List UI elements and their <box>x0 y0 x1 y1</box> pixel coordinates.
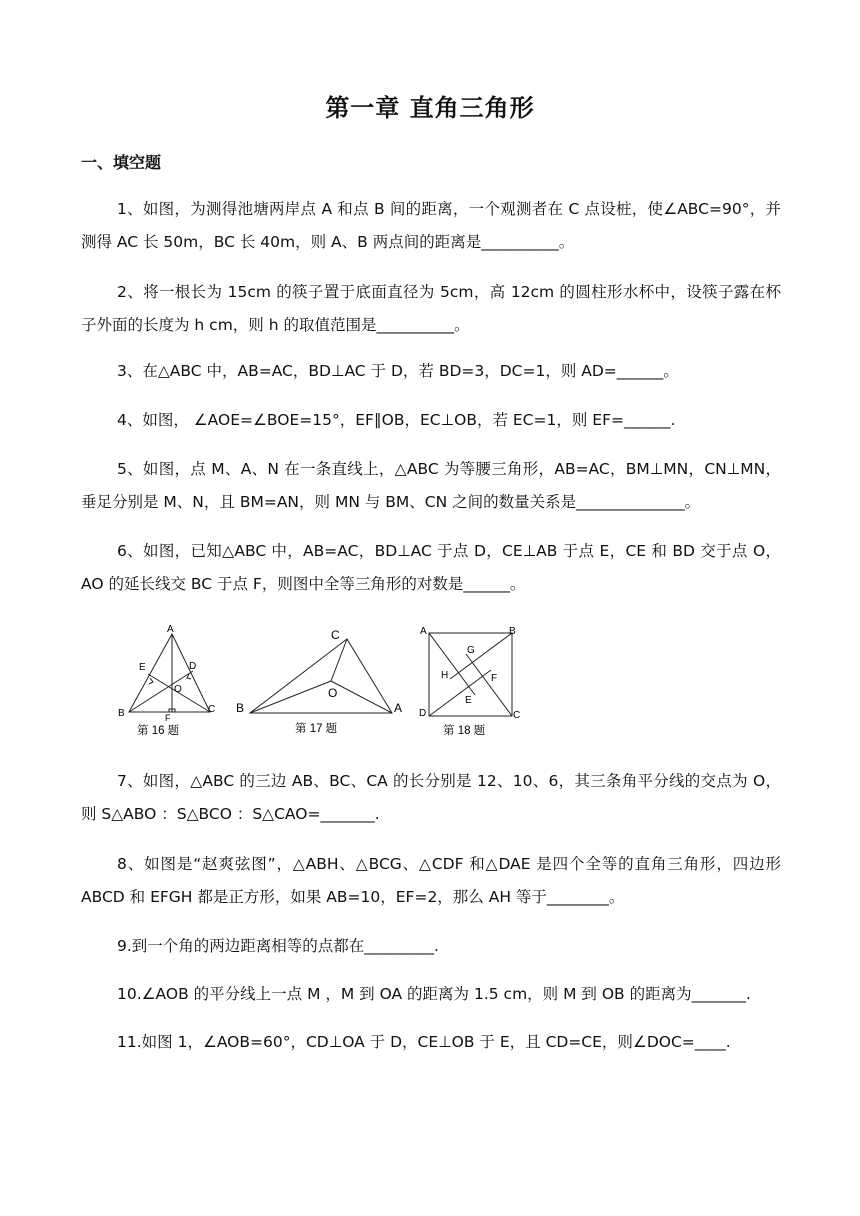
fig18-caption: 第 18 题 <box>443 725 486 737</box>
fig18-label-E: E <box>465 695 472 706</box>
figure-17 <box>230 622 410 742</box>
fig16-label-C: C <box>208 704 216 715</box>
fig18-label-D: D <box>419 708 427 719</box>
question-10: 10.∠AOB 的平分线上一点 M ，M 到 OA 的距离为 1.5 cm，则 M 到 OB 的距离为_______. <box>117 985 751 1003</box>
fig16-caption: 第 16 题 <box>137 725 180 737</box>
figure-16 <box>115 622 225 742</box>
fig17-label-B: B <box>236 701 245 715</box>
section-heading: 一、填空题 <box>81 153 162 172</box>
fig17-label-C: C <box>331 628 340 642</box>
figure-17-diagram <box>230 622 410 742</box>
fig16-label-F: F <box>165 713 171 723</box>
question-4: 4、如图， ∠AOE=∠BOE=15°，EF∥OB，EC⊥OB，若 EC=1，则 EF=______. <box>117 411 676 429</box>
fig18-label-F: F <box>491 673 498 684</box>
fig17-caption: 第 17 题 <box>295 723 338 735</box>
question-9: 9.到一个角的两边距离相等的点都在_________. <box>117 937 439 955</box>
question-3: 3、在△ABC 中，AB=AC，BD⊥AC 于 D，若 BD=3，DC=1，则 AD=______。 <box>117 362 679 380</box>
fig16-label-B: B <box>118 708 125 719</box>
question-8: 8、如图是“赵爽弦图”，△ABH、△BCG、△CDF 和△DAE 是四个全等的直角三角形，四边形 ABCD 和 EFGH 都是正方形，如果 AB=10，EF=2，那么 AH 等于________。 <box>81 855 781 906</box>
question-5: 5、如图，点 M、A、N 在一条直线上，△ABC 为等腰三角形，AB=AC，BM⊥MN，CN⊥MN，垂足分别是 M、N，且 BM=AN，则 MN 与 BM、CN 之间的数量关系是______________。 <box>81 460 781 511</box>
fig18-label-B: B <box>509 626 516 637</box>
page-title: 第一章 直角三角形 <box>325 94 535 122</box>
question-2: 2、将一根长为 15cm 的筷子置于底面直径为 5cm，高 12cm 的圆柱形水杯中，设筷子露在杯子外面的长度为 h cm，则 h 的取值范围是__________。 <box>81 283 781 334</box>
question-6: 6、如图，已知△ABC 中，AB=AC，BD⊥AC 于点 D，CE⊥AB 于点 E，CE 和 BD 交于点 O，AO 的延长线交 BC 于点 F，则图中全等三角形的对数是______。 <box>81 542 781 593</box>
question-1: 1、如图，为测得池塘两岸点 A 和点 B 间的距离，一个观测者在 C 点设桩，使∠ABC=90°，并测得 AC 长 50m，BC 长 40m，则 A、B 两点间的距离是__________。 <box>81 200 781 251</box>
question-7: 7、如图，△ABC 的三边 AB、BC、CA 的长分别是 12、10、6，其三条角平分线的交点为 O，则 S△ABO ：S△BCO ：S△CAO=_______. <box>81 772 781 823</box>
fig18-label-C: C <box>513 710 521 721</box>
fig16-label-E: E <box>139 662 146 673</box>
fig18-label-H: H <box>441 670 449 681</box>
fig18-label-A: A <box>420 626 427 637</box>
fig16-label-D: D <box>189 661 197 672</box>
fig18-label-G: G <box>467 645 475 656</box>
fig17-label-O: O <box>328 686 338 700</box>
figure-18-diagram <box>415 622 525 742</box>
figure-16-diagram <box>115 622 225 742</box>
fig17-label-A: A <box>394 701 403 715</box>
fig16-label-A: A <box>167 624 174 635</box>
fig16-label-O: O <box>174 684 182 695</box>
question-11: 11.如图 1，∠AOB=60°，CD⊥OA 于 D，CE⊥OB 于 E，且 CD=CE，则∠DOC=____. <box>117 1033 731 1051</box>
figure-18 <box>415 622 525 742</box>
